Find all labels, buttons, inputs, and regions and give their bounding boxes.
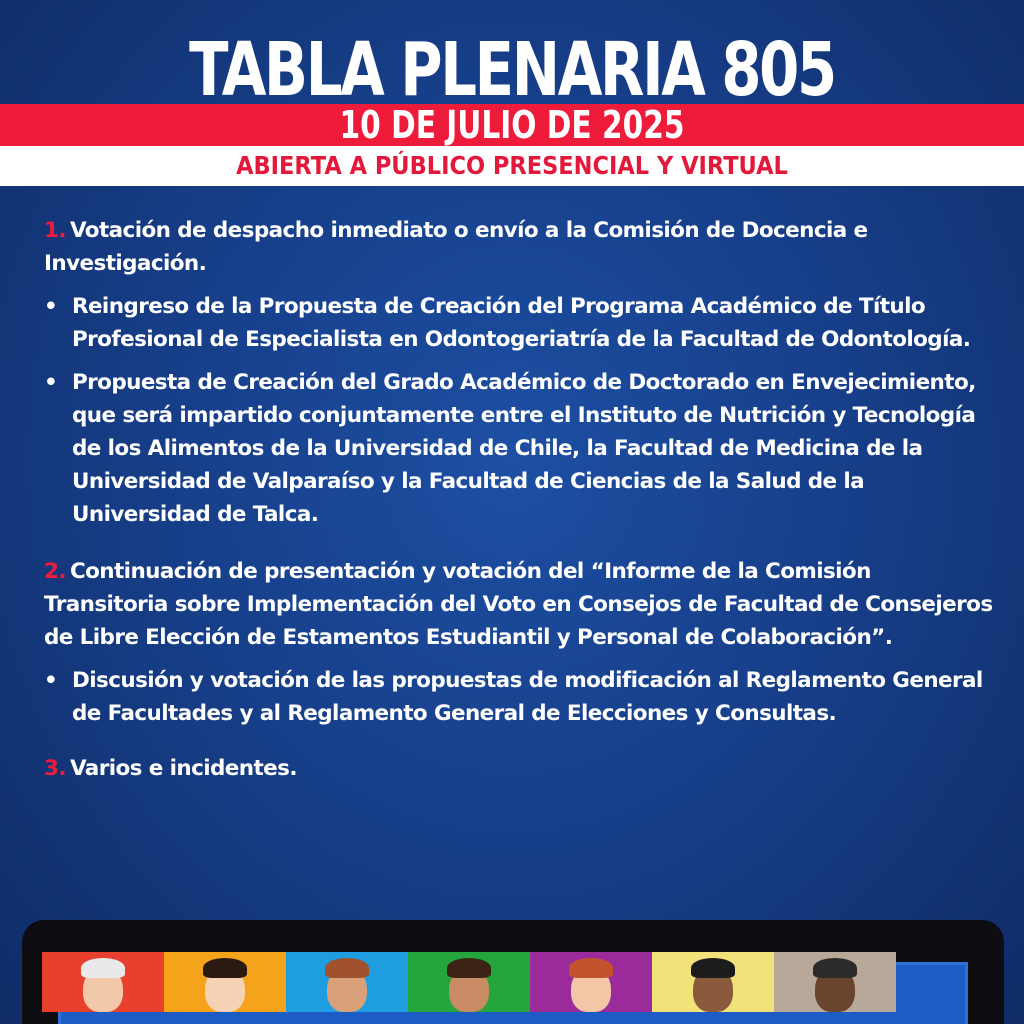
bullet-item: • Propuesta de Creación del Grado Académico de Doctorado en Envejecimiento, que será impartido conjuntamente entre el Instituto de Nutrición y Tecnología de los Alimentos de la Universidad de Chile, la Facultad de Medicina de la Universidad de Valparaíso y la Facultad de Ciencias de la Salud de la Universidad de Talca.: [44, 366, 994, 531]
video-call-participants: [42, 952, 896, 1012]
participant-tile: [408, 952, 530, 1012]
agenda-item-number: 3.: [44, 756, 66, 781]
agenda-item-1: [44, 214, 994, 531]
tablet-illustration: [22, 920, 1004, 1024]
participant-avatar-icon: [691, 958, 735, 978]
agenda-item-bullets: [44, 664, 994, 730]
session-date: 10 DE JULIO DE 2025: [339, 103, 685, 147]
agenda-item-heading: [44, 555, 994, 654]
agenda-item-text: Continuación de presentación y votación del “Informe de la Comisión Transitoria sobre Implementación del Voto en Consejos de Facultad de Consejeros de Libre Elección de Estamentos Estudiantil y Personal de Colaboración”.: [44, 559, 993, 650]
participant-avatar-icon: [813, 958, 857, 978]
participant-tile: [774, 952, 896, 1012]
participant-tile: [530, 952, 652, 1012]
page-title: TABLA PLENARIA 805: [189, 27, 835, 113]
bullet-item: • Reingreso de la Propuesta de Creación del Programa Académico de Título Profesional de Especialista en Odontogeriatría de la Facultad de Odontología.: [44, 290, 994, 356]
agenda: [44, 214, 994, 795]
bullet-item: • Discusión y votación de las propuestas de modificación al Reglamento General de Facultades y al Reglamento General de Elecciones y Consultas.: [44, 664, 994, 730]
agenda-item-bullets: [44, 290, 994, 531]
participant-avatar-icon: [569, 958, 613, 978]
participant-avatar-icon: [325, 958, 369, 978]
participant-avatar-icon: [81, 958, 125, 978]
session-subtitle: ABIERTA A PÚBLICO PRESENCIAL Y VIRTUAL: [236, 151, 788, 180]
participant-tile: [652, 952, 774, 1012]
participant-avatar-icon: [203, 958, 247, 978]
agenda-item-number: 2.: [44, 559, 66, 584]
agenda-item-heading: [44, 752, 994, 785]
participant-avatar-icon: [447, 958, 491, 978]
agenda-item-heading: [44, 214, 994, 280]
agenda-item-text: Votación de despacho inmediato o envío a la Comisión de Docencia e Investigación.: [44, 218, 868, 276]
agenda-item-number: 1.: [44, 218, 66, 243]
participant-tile: [286, 952, 408, 1012]
agenda-item-text: Varios e incidentes.: [69, 756, 297, 781]
participant-tile: [42, 952, 164, 1012]
agenda-item-2: [44, 555, 994, 730]
agenda-item-3: [44, 752, 994, 785]
participant-tile: [164, 952, 286, 1012]
